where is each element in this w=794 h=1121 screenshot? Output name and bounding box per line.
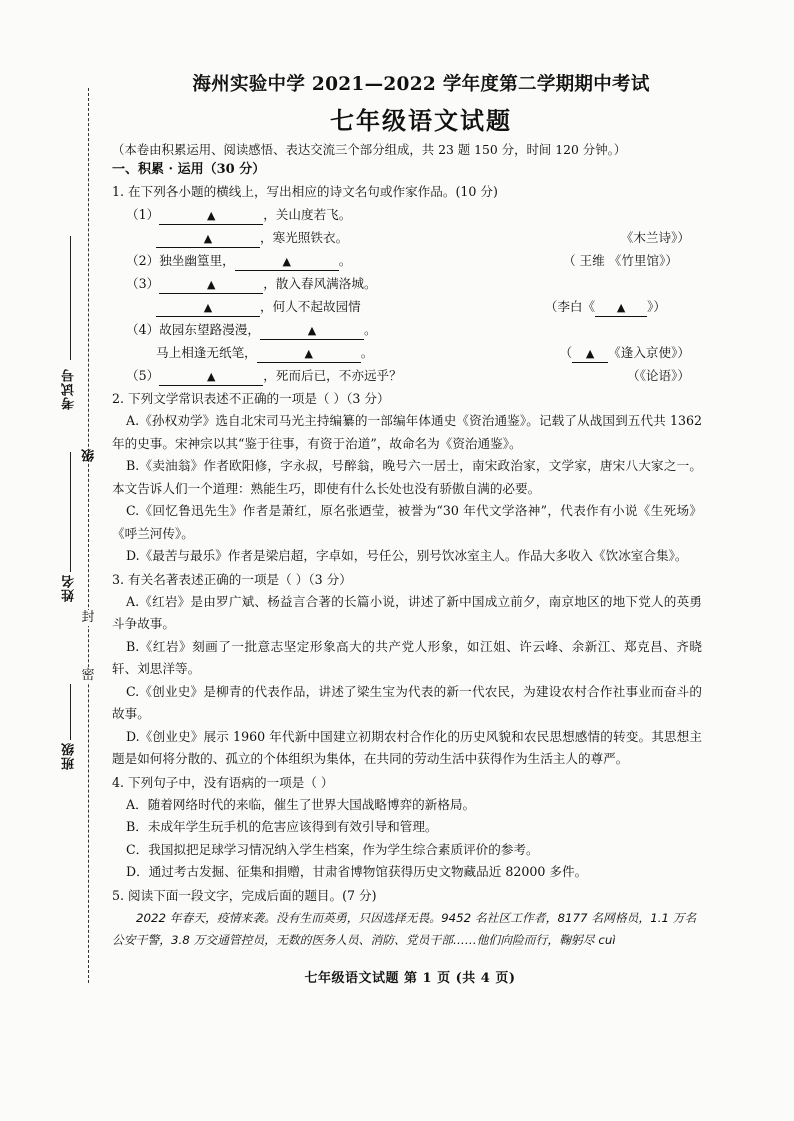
poem-text: ，何人不起故园情 xyxy=(260,299,361,314)
poem-text: ，死而后已，不亦远乎？ xyxy=(263,368,402,383)
q1-line-7 xyxy=(112,341,702,364)
source-note: （《论语》） xyxy=(627,368,690,383)
q2-option-b: B.《卖油翁》作者欧阳修，字永叔，号醉翁，晚号六一居士，南宋政治家，文学家，唐宋八大家之一。本文告诉人们一个道理：熟能生巧，即使有什么长处也没有骄傲自满的必要。 xyxy=(112,458,702,496)
q2-option-c: C.《回忆鲁迅先生》作者是萧红，原名张迺莹，被誉为“30 年代文学洛神”，代表作有小说《生死场》《呼兰河传》。 xyxy=(112,503,702,541)
binding-char-secret: 密 xyxy=(81,668,95,683)
blank-marker: ▲ xyxy=(206,278,216,291)
q4-option-b: B．未成年学生玩手机的危害应该得到有效引导和管理。 xyxy=(126,819,438,834)
q3-option-b: B.《红岩》刻画了一批意志坚定形象高大的共产党人形象，如江姐、许云峰、余新江、郑克昌、齐晓轩、刘思洋等。 xyxy=(112,638,702,676)
q1-line-6 xyxy=(112,318,702,341)
q3-option-c: C.《创业史》是柳青的代表作品，讲述了梁生宝为代表的新一代农民，为建设农村合作社事业而奋斗的故事。 xyxy=(112,683,702,721)
item-number: （5） xyxy=(126,368,160,383)
q2-option-a: A.《孙权劝学》选自北宋司马光主持编纂的一部编年体通史《资治通鉴》。记载了从战国到五代共 1362 年的史事。宋神宗以其“鉴于往事，有资于治道”，故命名为《资治通鉴》。 xyxy=(112,413,702,451)
blank-marker: ▲ xyxy=(203,232,213,245)
class-label: 班级 xyxy=(62,742,77,770)
poem-text: 马上相逢无纸笔， xyxy=(156,345,257,360)
q5-passage: 2022 年春天，疫情来袭。没有生而英勇，只因选择无畏。9452 名社区工作者，8177 名网格员，1.1 万名公安干警，3.8 万交通管控员，无数的医务人员、消防、党员干部……他们向险而行，鞠躬尽 cuì xyxy=(112,910,697,947)
item-number: （1） xyxy=(126,207,160,222)
exam-number-line xyxy=(70,236,71,360)
exam-number-label: 考试号 xyxy=(62,368,77,410)
section-heading: 一、积累 · 运用（30 分） xyxy=(112,162,266,177)
binding-dashed-line xyxy=(88,88,89,983)
source-note: （ 王维 《竹里馆》） xyxy=(562,253,678,268)
answer-blank[interactable] xyxy=(159,275,263,294)
source-note xyxy=(560,341,690,364)
blank-marker: ▲ xyxy=(616,301,626,314)
poem-text: （2）独坐幽篁里， xyxy=(126,253,235,268)
exam-intro: （本卷由积累运用、阅读感悟、表达交流三个部分组成，共 23 题 150 分，时间 120 分钟。） xyxy=(112,142,627,157)
source-prefix: （ xyxy=(559,345,573,360)
poem-text: ，散入春风满洛城。 xyxy=(263,276,377,291)
school-title: 海州实验中学 2021—2022 学年度第二学期期中考试 xyxy=(192,74,650,95)
source-prefix: （李白《 xyxy=(544,299,596,314)
blank-marker: ▲ xyxy=(206,209,216,222)
blank-marker: ▲ xyxy=(304,347,313,360)
poem-text: ，关山度若飞。 xyxy=(263,207,352,222)
name-line xyxy=(70,452,71,572)
source-note: 《木兰诗》） xyxy=(620,230,690,245)
answer-blank[interactable] xyxy=(159,206,263,225)
blank-marker: ▲ xyxy=(203,301,213,314)
poem-text: （4）故园东望路漫漫， xyxy=(126,322,260,337)
answer-blank[interactable] xyxy=(156,298,260,317)
blank-marker: ▲ xyxy=(307,324,317,337)
question-4-stem: 4. 下列句子中，没有语病的一项是（ ） xyxy=(112,774,334,790)
poem-text: 。 xyxy=(363,322,377,337)
q4-option-d: D．通过考古发掘、征集和捐赠，甘肃省博物馆获得历史文物藏品近 82000 多件。 xyxy=(126,864,588,879)
answer-blank[interactable] xyxy=(156,229,260,248)
blank-marker: ▲ xyxy=(585,347,595,360)
class-line xyxy=(70,684,71,740)
name-label: 姓名 xyxy=(62,574,77,602)
answer-blank[interactable] xyxy=(572,344,608,363)
q2-option-d: D.《最苦与最乐》作者是梁启超，字卓如，号任公，别号饮冰室主人。作品大多收入《饮冰室合集》。 xyxy=(126,548,688,563)
source-suffix: 》） xyxy=(647,299,666,314)
exam-content xyxy=(112,70,702,951)
item-number: （3） xyxy=(126,276,160,291)
question-2-stem: 2. 下列文学常识表述不正确的一项是（ ）（3 分） xyxy=(112,391,390,406)
blank-marker: ▲ xyxy=(206,370,216,383)
q3-option-a: A.《红岩》是由罗广斌、杨益言合著的长篇小说，讲述了新中国成立前夕，南京地区的地下党人的英勇斗争故事。 xyxy=(112,593,702,631)
grade-mark: 级 xyxy=(82,448,97,462)
poem-text: 。 xyxy=(360,345,374,360)
source-note xyxy=(545,295,666,318)
q1-line-8 xyxy=(112,364,702,387)
answer-blank[interactable] xyxy=(260,321,364,340)
answer-blank[interactable] xyxy=(159,367,263,386)
q4-option-a: A．随着网络时代的来临，催生了世界大国战略博弈的新格局。 xyxy=(126,796,476,812)
q1-line-5 xyxy=(112,295,702,318)
poem-text: 。 xyxy=(338,253,352,268)
answer-blank[interactable] xyxy=(235,252,339,271)
blank-marker: ▲ xyxy=(282,255,291,268)
source-suffix: 《逢入京使》） xyxy=(608,345,690,360)
binding-char-seal: 封 xyxy=(81,610,95,625)
poem-text: ，寒光照铁衣。 xyxy=(260,230,349,245)
q3-option-d: D.《创业史》展示 1960 年代新中国建立初期农村合作化的历史风貌和农民思想感情的转变。其思想主题是如何将分散的、孤立的个体组织为集体，在共同的劳动生活中获得作为生活主人的尊严。 xyxy=(112,728,702,766)
page-footer: 七年级语文试题 第 1 页 (共 4 页) xyxy=(304,971,516,986)
q1-line-4 xyxy=(112,272,702,295)
question-3-stem: 3. 有关名著表述正确的一项是（ ）（3 分） xyxy=(112,571,352,587)
answer-blank[interactable] xyxy=(257,344,361,363)
q1-line-3 xyxy=(112,249,702,272)
answer-blank[interactable] xyxy=(595,298,647,317)
exam-title: 七年级语文试题 xyxy=(330,106,512,135)
q1-line-2 xyxy=(112,226,702,249)
q1-line-1 xyxy=(112,203,702,226)
q4-option-c: C．我国拟把足球学习情况纳入学生档案，作为学生综合素质评价的参考。 xyxy=(126,841,539,857)
question-5-stem: 5. 阅读下面一段文字，完成后面的题目。(7 分) xyxy=(112,887,377,903)
question-1-stem: 1. 在下列各小题的横线上，写出相应的诗文名句或作家作品。(10 分) xyxy=(112,184,498,199)
